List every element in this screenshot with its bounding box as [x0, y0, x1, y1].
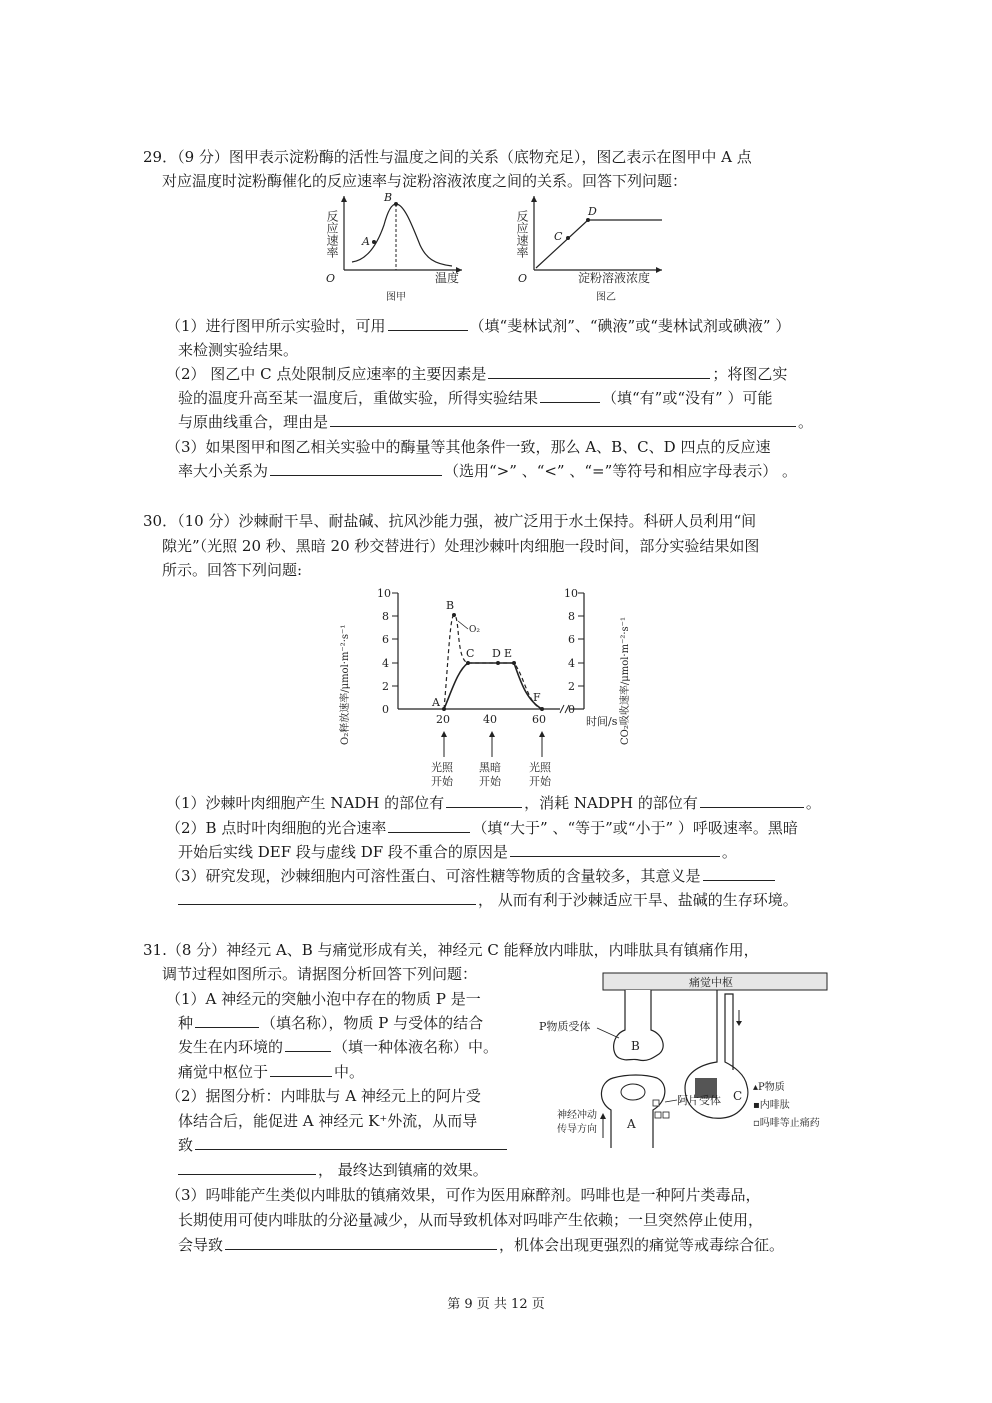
- q29-p2-text-e: 与原曲线重合，理由是: [178, 413, 329, 431]
- q31-blank4a[interactable]: [195, 1135, 507, 1150]
- q31-p3-text-c: 会导致: [178, 1236, 224, 1254]
- q29-stem-line2: 对应温度时淀粉酶催化的反应速率与淀粉溶液浓度之间的关系。回答下列问题：: [162, 172, 688, 190]
- q30-ytick-r-0: 10: [564, 587, 578, 600]
- q29-blank4[interactable]: [330, 412, 796, 427]
- q29-figure-b: [512, 190, 672, 302]
- q30-point-e: [512, 661, 516, 665]
- q31-label-c: C: [733, 1089, 743, 1103]
- q31-stem-line1: 31.（8 分）神经元 A、B 与痛觉形成有关，神经元 C 能释放内啡肽，内啡肽具有镇痛作用，: [143, 941, 759, 959]
- q31-p1-text-e: （填一种体液名称）中。: [333, 1038, 499, 1056]
- q31-p1-text-d: 发生在内环境的: [178, 1038, 284, 1056]
- q29-fa-origin: O: [326, 272, 336, 285]
- q30-blank5a[interactable]: [703, 866, 775, 881]
- q29-fa-label-b: B: [384, 191, 393, 204]
- q30-ytick-r-4: 2: [568, 680, 575, 693]
- q30-p2-text-d: 。: [721, 843, 737, 861]
- q29-blank5[interactable]: [270, 461, 442, 476]
- q30-p1-text-a: （1）沙棘叶肉细胞产生 NADH 的部位有: [166, 794, 445, 812]
- q30-ytick-l-2: 6: [382, 633, 389, 646]
- q31-p1-text-c: （填名称），物质 P 与受体的结合: [261, 1014, 484, 1032]
- q29-fb-label-d: D: [588, 205, 597, 218]
- q30-stem-line2: 隙光”（光照 20 秒、黑暗 20 秒交替进行）处理沙棘叶肉细胞一段时间，部分实验结果如图: [162, 537, 760, 555]
- q30-xtick-40: 40: [483, 713, 497, 726]
- q30-point-b: [452, 613, 456, 617]
- q30-blank5b[interactable]: [178, 890, 476, 905]
- q31-label-conduct1: 神经冲动: [557, 1110, 597, 1121]
- q31-blank5[interactable]: [225, 1235, 497, 1250]
- q31-label-a: A: [627, 1117, 636, 1131]
- q30-ytick-l-5: 0: [382, 703, 389, 716]
- q29-part1-line1: [166, 316, 790, 336]
- q31-vesicle-a: [621, 1084, 645, 1100]
- q30-label-c: C: [466, 647, 475, 660]
- q29-p2-text-d: （填“有”或“没有” ）可能: [602, 389, 773, 407]
- q29-p1-text-b: （填“斐林试剂”、“碘液”或“斐林试剂或碘液” ）: [469, 317, 791, 335]
- q29-blank1[interactable]: [388, 316, 468, 331]
- q31-label-receptor: P物质受体: [539, 1020, 591, 1033]
- q29-fa-label-a: A: [362, 235, 370, 248]
- q31-blank2[interactable]: [285, 1037, 331, 1052]
- q30-solid-co2-curve: [444, 663, 542, 709]
- q30-blank2[interactable]: [700, 793, 804, 808]
- q30-left-ticks: [377, 587, 398, 716]
- q31-part2-line1: （2）据图分析：内啡肽与 A 神经元上的阿片受: [166, 1087, 481, 1105]
- q31-p1-text-g: 中。: [334, 1063, 365, 1081]
- q30-blank1[interactable]: [446, 793, 522, 808]
- q30-point-a: [442, 707, 446, 711]
- q29-part2-line1: [166, 364, 787, 384]
- q31-p3-text-d: ，机体会出现更强烈的痛觉等戒毒综合征。: [499, 1236, 785, 1254]
- q29-fa-point-b: [394, 202, 398, 206]
- q31-label-b: B: [631, 1039, 640, 1053]
- q30-part3-line1: [166, 866, 777, 886]
- q30-p2-text-c: 开始后实线 DEF 段与虚线 DF 段不重合的原因是: [178, 843, 508, 861]
- q30-ytick-l-3: 4: [382, 657, 389, 670]
- q30-arrow1-l1: 光照: [431, 761, 453, 774]
- q29-fb-caption: 图乙: [596, 292, 616, 302]
- q29-blank3[interactable]: [540, 388, 600, 403]
- q30-ytick-r-3: 4: [568, 657, 575, 670]
- q30-point-d: [496, 661, 500, 665]
- q29-part3-line2: [178, 461, 797, 481]
- q30-stem-line1: 30．（10 分）沙棘耐干旱、耐盐碱、抗风沙能力强，被广泛用于水土保持。科研人员利用“间: [143, 512, 757, 530]
- q30-p1-text-b: ，消耗 NADPH 的部位有: [524, 794, 698, 812]
- q30-ylabel-left: O₂释放速率/μmol·m⁻²·s⁻¹: [340, 624, 351, 745]
- q30-label-e: E: [504, 647, 513, 660]
- q31-part3-line2: 长期使用可使内啡肽的分泌量减少，从而导致机体对吗啡产生依赖；一旦突然停止使用，: [178, 1211, 764, 1229]
- q31-p1-text-f: 痛觉中枢位于: [178, 1063, 269, 1081]
- q29-p3-text-b: 率大小关系为: [178, 462, 269, 480]
- q31-p2-text-d: ， 最终达到镇痛的效果。: [318, 1161, 488, 1179]
- q29-figure-a: [322, 190, 472, 302]
- q29-fb-origin: O: [518, 272, 528, 285]
- q29-blank2[interactable]: [488, 364, 710, 379]
- q30-ytick-r-1: 8: [568, 610, 575, 623]
- q30-label-a: A: [432, 696, 440, 709]
- q29-part3-line1: （3）如果图甲和图乙相关实验中的酶量等其他条件一致，那么 A、B、C、D 四点的反应速: [166, 438, 771, 456]
- q30-blank4[interactable]: [510, 842, 720, 857]
- q30-p3-text-b: ， 从而有利于沙棘适应干旱、盐碱的生存环境。: [478, 891, 798, 909]
- q29-p1-text-a: （1）进行图甲所示实验时，可用: [166, 317, 386, 335]
- q30-label-o2: O₂: [469, 625, 480, 635]
- q31-label-conduct2: 传导方向: [557, 1124, 597, 1135]
- q30-figure: [328, 585, 650, 790]
- q30-label-f: F: [533, 691, 541, 704]
- q30-ytick-l-4: 2: [382, 680, 389, 693]
- q31-legend-morphine: ▫吗啡等止痛药: [753, 1118, 820, 1129]
- q31-blank4b[interactable]: [178, 1160, 316, 1175]
- q30-p2-text-b: （填“大于” 、“等于”或“小于” ）呼吸速率。黑暗: [472, 819, 798, 837]
- q29-fb-point-c: [566, 236, 570, 240]
- q29-part1-line2: 来检测实验结果。: [178, 341, 299, 359]
- q31-blank1[interactable]: [195, 1013, 259, 1028]
- q30-blank3[interactable]: [388, 818, 470, 833]
- q29-stem-line1: 29．（9 分）图甲表示淀粉酶的活性与温度之间的关系（底物充足），图乙表示在图甲中 A 点: [143, 148, 752, 166]
- q31-legend-endorphin: ▪内啡肽: [753, 1100, 790, 1111]
- q31-part1-line3: [178, 1037, 498, 1057]
- q29-p2-text-a: （2） 图乙中 C 点处限制反应速率的主要因素是: [166, 365, 487, 383]
- q30-part1-line1: [166, 793, 821, 813]
- q29-fb-curve: [536, 220, 662, 268]
- q31-blank3[interactable]: [270, 1062, 332, 1077]
- q30-arrow1-l2: 开始: [431, 775, 453, 788]
- q30-ytick-r-2: 6: [568, 633, 575, 646]
- q29-part2-line3: [178, 412, 813, 432]
- q30-arrow2-l1: 黑暗: [479, 761, 501, 774]
- q29-fb-label-c: C: [554, 230, 563, 243]
- q30-label-b: B: [446, 599, 455, 612]
- q30-label-d: D: [492, 647, 501, 660]
- q30-xtick-20: 20: [436, 713, 450, 726]
- q30-p2-text-a: （2）B 点时叶肉细胞的光合速率: [166, 819, 387, 837]
- q31-part2-line2: 体结合后，能促进 A 神经元 K⁺外流，从而导: [178, 1112, 478, 1130]
- q29-part2-line2: [178, 388, 772, 408]
- q31-part2-line4: [176, 1160, 488, 1180]
- q30-part2-line1: [166, 818, 798, 838]
- q31-part2-line3: [178, 1135, 509, 1155]
- q30-xtick-60: 60: [532, 713, 546, 726]
- q31-legend-p: ▴P物质: [753, 1082, 785, 1093]
- q30-ytick-l-1: 8: [382, 610, 389, 623]
- q31-p2-text-c: 致: [178, 1136, 194, 1154]
- q31-part1-line2: [178, 1013, 483, 1033]
- q29-fb-point-d: [586, 218, 590, 222]
- q30-point-f: [540, 707, 544, 711]
- q30-p3-text-a: （3）研究发现，沙棘细胞内可溶性蛋白、可溶性糖等物质的含量较多，其意义是: [166, 867, 701, 885]
- q29-fb-ylabel: 反应速率: [515, 210, 529, 258]
- q30-xunit: 时间/s: [586, 715, 618, 728]
- q29-fa-xlabel: 温度: [435, 271, 460, 285]
- q30-right-ticks: [564, 587, 584, 716]
- q30-point-c: [466, 661, 470, 665]
- q30-ylabel-right: CO₂吸收速率/μmol·m⁻²·s⁻¹: [620, 617, 631, 745]
- q31-label-opioid: 阿片受体: [677, 1094, 721, 1107]
- q29-fb-xlabel: 淀粉溶液浓度: [578, 271, 651, 285]
- q29-p2-text-b: ；将图乙实: [712, 365, 788, 383]
- q31-part1-line4: [178, 1062, 364, 1082]
- q30-ytick-l-0: 10: [377, 587, 391, 600]
- q30-arrow3-l1: 光照: [529, 761, 551, 774]
- q30-stem-line3: 所示。回答下列问题:: [162, 561, 303, 579]
- q29-p2-text-f: 。: [798, 413, 814, 431]
- page-footer: 第 9 页 共 12 页: [447, 1297, 545, 1312]
- q30-arrow3-l2: 开始: [529, 775, 551, 788]
- q29-fa-ylabel: 反应速率: [325, 210, 339, 258]
- q29-fa-point-a: [372, 240, 376, 244]
- q31-part1-line1: （1）A 神经元的突触小泡中存在的物质 P 是一: [166, 990, 481, 1008]
- q29-p3-text-c: （选用“>” 、“<” 、“=”等符号和相应字母表示） 。: [444, 462, 798, 480]
- q29-fa-caption: 图甲: [386, 292, 406, 302]
- q30-part2-line2: [178, 842, 737, 862]
- q29-p2-text-c: 验的温度升高至某一温度后，重做实验，所得实验结果: [178, 389, 539, 407]
- q31-stem-line2: 调节过程如图所示。请据图分析回答下列问题：: [162, 965, 478, 983]
- q31-part3-line1: （3）吗啡能产生类似内啡肽的镇痛效果，可作为医用麻醉剂。吗啡也是一种阿片类毒品，: [166, 1186, 761, 1204]
- q30-arrow2-l2: 开始: [479, 775, 501, 788]
- q31-pain-center-label: 痛觉中枢: [689, 976, 733, 989]
- q31-p1-text-b: 种: [178, 1014, 194, 1032]
- q30-part3-line2: [176, 890, 798, 910]
- q31-part3-line3: [178, 1235, 784, 1255]
- q30-ytick-r-5: 0: [568, 703, 575, 716]
- q30-p1-text-c: 。: [805, 794, 821, 812]
- q31-figure: [527, 970, 845, 1150]
